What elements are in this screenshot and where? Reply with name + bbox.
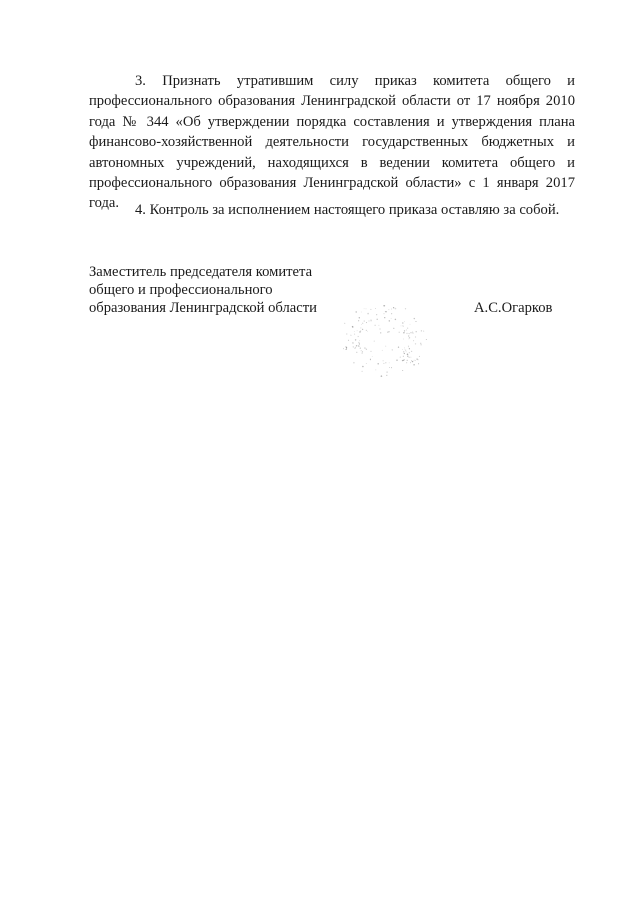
signatory-position-line-3: образования Ленинградской области	[89, 299, 317, 316]
signatory-position-line-2: общего и профессионального	[89, 281, 273, 298]
paragraph-item-4: 4. Контроль за исполнением настоящего приказа оставляю за собой.	[135, 202, 560, 218]
signatory-name: А.С.Огарков	[474, 300, 553, 316]
paragraph-item-3: 3. Признать утратившим силу приказ комитета общего и профессионального образования Ленинградской области от 17 ноября 2010 года № 344 «Об утверждении порядка составления и утверждения плана финансово-хозяйственной деятельности государственных бюджетных и автономных учреждений, находящихся в ведении комитета общего и профессионального образования Ленинградской области» с 1 января 2017 года.	[89, 73, 575, 212]
signatory-position-line-1: Заместитель председателя комитета	[89, 264, 313, 280]
signature-stamp-mark	[332, 280, 442, 390]
signatory-position	[89, 264, 349, 317]
